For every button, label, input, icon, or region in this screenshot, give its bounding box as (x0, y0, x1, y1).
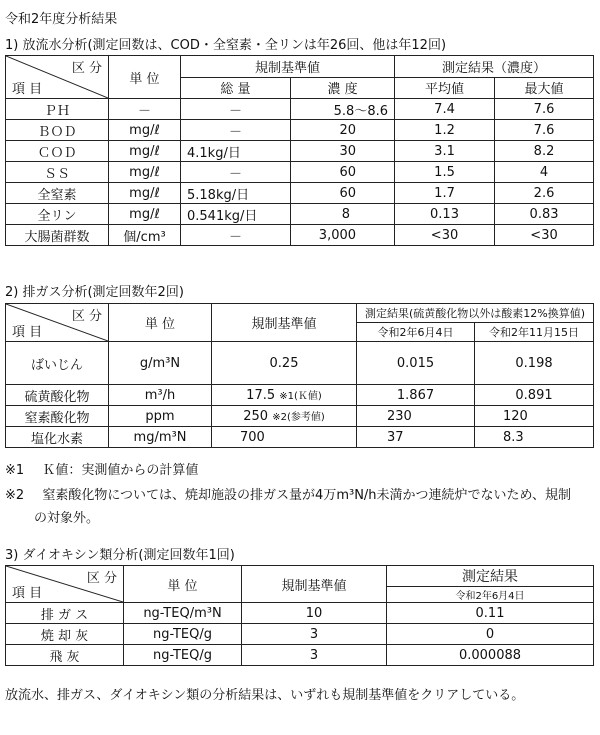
header-diagonal-cell (6, 566, 124, 603)
header-kubun: 区 分 (86, 571, 117, 586)
table-row (6, 406, 594, 427)
row-average: 1.5 (395, 162, 495, 183)
note2-text-cont: の対象外。 (34, 511, 100, 526)
row-unit: mg/m³N (109, 427, 212, 448)
row-max: 2.6 (495, 183, 594, 204)
table-row (6, 162, 594, 183)
row-average: 3.1 (395, 141, 495, 162)
row-item: ＳＳ (6, 162, 109, 183)
header-date: 令和2年6月4日 (387, 587, 594, 603)
header-result: 測定結果（濃度） (395, 56, 594, 78)
dioxin-table (5, 565, 594, 666)
row-max: 4 (495, 162, 594, 183)
header-koumoku: 項 目 (12, 325, 43, 340)
header-max: 最大値 (495, 77, 594, 99)
header-concentration: 濃 度 (291, 77, 395, 99)
row-standard: 17.5 ※1(Ｋ値) (212, 385, 357, 406)
note2 (5, 484, 571, 503)
row-unit: m³/h (109, 385, 212, 406)
table-row (6, 183, 594, 204)
row-unit: mg/ℓ (109, 204, 181, 225)
exhaust-gas-table (5, 303, 594, 448)
row-value2: 0.891 (475, 385, 594, 406)
row-item: ＰＨ (6, 99, 109, 120)
row-total: 5.18kg/日 (181, 183, 291, 204)
row-unit: － (109, 99, 181, 120)
table-row (6, 342, 594, 385)
effluent-table (5, 55, 594, 246)
row-concentration: 5.8～8.6 (291, 99, 395, 120)
note2-text: 窒素酸化物については、焼却施設の排ガス量が4万m³N/h未満かつ連続炉でないため、規制 (42, 488, 572, 503)
row-item: 硫黄酸化物 (6, 385, 109, 406)
table-row (6, 385, 594, 406)
row-unit: mg/ℓ (109, 141, 181, 162)
header-koumoku: 項 目 (12, 82, 43, 97)
row-total: － (181, 99, 291, 120)
row-standard: 250 ※2(参考値) (212, 406, 357, 427)
row-standard: 3 (242, 645, 387, 666)
row-unit: g/m³N (109, 342, 212, 385)
row-total: － (181, 162, 291, 183)
row-average: <30 (395, 225, 495, 246)
row-item: 大腸菌群数 (6, 225, 109, 246)
section1-heading: 1) 放流水分析(測定回数は、COD・全窒素・全リンは年26回、他は年12回) (5, 38, 447, 53)
header-result: 測定結果 (387, 566, 594, 587)
row-value1: 37 (357, 427, 475, 448)
note1 (5, 459, 198, 478)
table-row (6, 427, 594, 448)
table-row (6, 624, 594, 645)
header-date2: 令和2年11月15日 (475, 323, 594, 342)
row-max: 7.6 (495, 99, 594, 120)
row-unit: ng-TEQ/g (124, 645, 242, 666)
row-unit: 個/cm³ (109, 225, 181, 246)
row-standard: 3 (242, 624, 387, 645)
row-unit: mg/ℓ (109, 183, 181, 204)
row-value1: 0.015 (357, 342, 475, 385)
header-standard: 規制基準値 (212, 304, 357, 342)
row-item: ＢＯＤ (6, 120, 109, 141)
header-unit: 単 位 (109, 56, 181, 99)
row-value1: 1.867 (357, 385, 475, 406)
std-note: ※1(Ｋ値) (279, 391, 322, 402)
row-standard: 10 (242, 603, 387, 624)
header-date1: 令和2年6月4日 (357, 323, 475, 342)
std-note: ※2(参考値) (272, 412, 325, 423)
row-item: 全窒素 (6, 183, 109, 204)
row-total: 4.1kg/日 (181, 141, 291, 162)
row-total: 0.541kg/日 (181, 204, 291, 225)
section2-heading: 2) 排ガス分析(測定回数年2回) (5, 285, 184, 300)
row-unit: mg/ℓ (109, 120, 181, 141)
row-concentration: 3,000 (291, 225, 395, 246)
row-max: 7.6 (495, 120, 594, 141)
row-concentration: 60 (291, 183, 395, 204)
row-value2: 8.3 (475, 427, 594, 448)
header-koumoku: 項 目 (12, 586, 43, 601)
page-title: 令和2年度分析結果 (5, 12, 118, 27)
row-average: 1.7 (395, 183, 495, 204)
header-result: 測定結果(硫黄酸化物以外は酸素12%換算値) (357, 304, 594, 323)
note1-text: Ｋ値：実測値からの計算値 (42, 463, 199, 478)
table-row (6, 204, 594, 225)
row-item: ばいじん (6, 342, 109, 385)
row-average: 1.2 (395, 120, 495, 141)
row-unit: mg/ℓ (109, 162, 181, 183)
row-max: 8.2 (495, 141, 594, 162)
header-kubun: 区 分 (71, 61, 102, 76)
note1-mark: ※1 (5, 463, 25, 478)
row-value: 0 (387, 624, 594, 645)
table-row (6, 120, 594, 141)
row-value1: 230 (357, 406, 475, 427)
table-row (6, 645, 594, 666)
row-item: 排 ガ ス (6, 603, 124, 624)
row-item: 全リン (6, 204, 109, 225)
row-average: 0.13 (395, 204, 495, 225)
row-concentration: 60 (291, 162, 395, 183)
section3-heading: 3) ダイオキシン類分析(測定回数年1回) (5, 548, 235, 563)
header-standard: 規制基準値 (181, 56, 395, 78)
row-concentration: 20 (291, 120, 395, 141)
table-row (6, 99, 594, 120)
row-standard: 0.25 (212, 342, 357, 385)
row-item: 窒素酸化物 (6, 406, 109, 427)
table-row (6, 141, 594, 162)
row-value: 0.000088 (387, 645, 594, 666)
header-diagonal-cell (6, 304, 109, 342)
header-diagonal-cell (6, 56, 109, 99)
conclusion-text: 放流水、排ガス、ダイオキシン類の分析結果は、いずれも規制基準値をクリアしている。 (5, 688, 525, 703)
header-standard: 規制基準値 (242, 566, 387, 603)
row-item: 飛 灰 (6, 645, 124, 666)
table-row (6, 225, 594, 246)
note2-mark: ※2 (5, 488, 25, 503)
header-average: 平均値 (395, 77, 495, 99)
row-total: － (181, 120, 291, 141)
row-unit: ppm (109, 406, 212, 427)
row-value2: 120 (475, 406, 594, 427)
row-value2: 0.198 (475, 342, 594, 385)
row-unit: ng-TEQ/g (124, 624, 242, 645)
row-unit: ng-TEQ/m³N (124, 603, 242, 624)
header-unit: 単 位 (109, 304, 212, 342)
row-concentration: 30 (291, 141, 395, 162)
header-total: 総 量 (181, 77, 291, 99)
row-max: 0.83 (495, 204, 594, 225)
row-max: <30 (495, 225, 594, 246)
row-concentration: 8 (291, 204, 395, 225)
row-average: 7.4 (395, 99, 495, 120)
row-item: 塩化水素 (6, 427, 109, 448)
row-item: ＣＯＤ (6, 141, 109, 162)
row-total: － (181, 225, 291, 246)
header-kubun: 区 分 (71, 309, 102, 324)
table-row (6, 603, 594, 624)
header-unit: 単 位 (124, 566, 242, 603)
row-standard: 700 (212, 427, 357, 448)
row-item: 焼 却 灰 (6, 624, 124, 645)
row-value: 0.11 (387, 603, 594, 624)
